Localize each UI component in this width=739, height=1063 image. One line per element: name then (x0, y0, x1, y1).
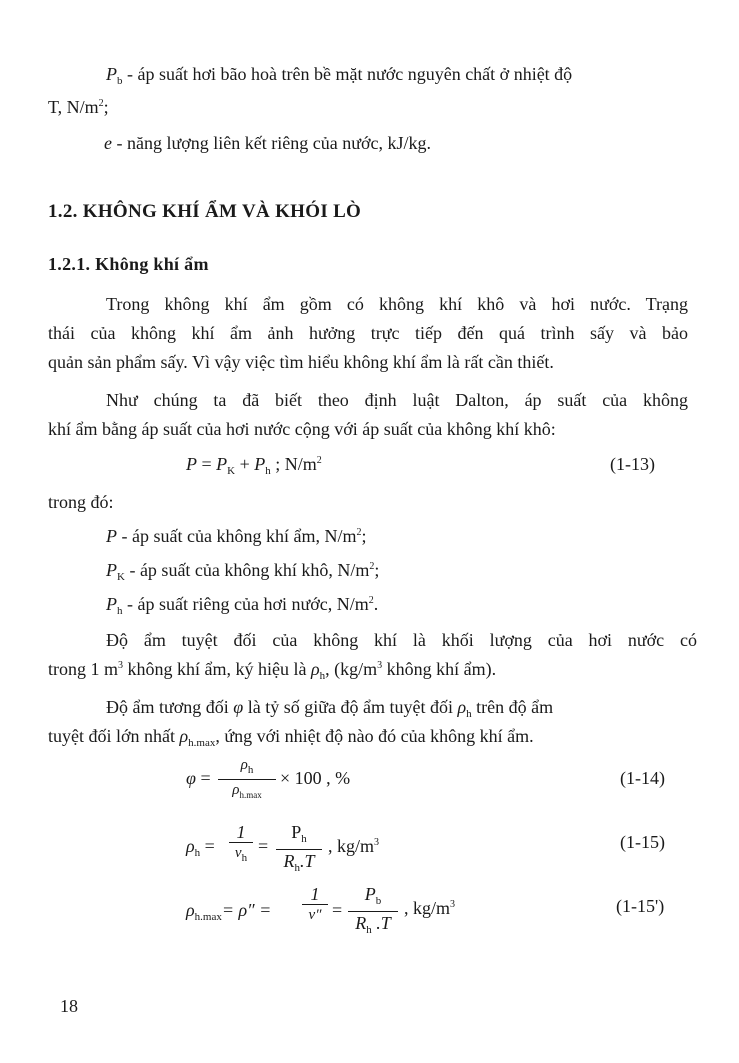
pb-subscript: b (117, 75, 123, 87)
eq13-unit-sup: 2 (316, 455, 322, 466)
paragraph-2-line-2: khí ẩm bằng áp suất của hơi nước cộng với áp suất của không khí khô: (48, 419, 556, 439)
def-ph-symbol: P (106, 594, 117, 614)
eq15p-unit-sup: 3 (450, 899, 456, 910)
equation-1-13 (186, 454, 322, 477)
equation-1-15-number: (1-15) (620, 832, 665, 852)
paragraph-1-line-2: thái của không khí ẩm ảnh hưởng trực tiếp đến quá trình sấy và bảo (48, 323, 688, 343)
def-p-symbol: P (106, 526, 117, 546)
pb-cont-text: T, N/m (48, 97, 99, 117)
eq15-f2-den-post: .T (299, 851, 315, 871)
eq14-den: ρ (232, 782, 240, 798)
def-ph-sub: h (117, 605, 123, 617)
eq15p-f1-num: 1 (310, 884, 320, 904)
rel-line1-mid: là tỷ số giữa độ ẩm tuyệt đối (243, 697, 458, 717)
eq15p-f2-den: R (355, 913, 367, 933)
eq15-f1-den: v (234, 845, 242, 861)
page-number: 18 (60, 996, 78, 1016)
abs-line2-mid: không khí ẩm, ký hiệu là (123, 659, 311, 679)
eq15p-fraction-1 (302, 884, 328, 925)
eq14-fraction (218, 757, 276, 805)
def-p-sup: 2 (356, 527, 362, 538)
eq15p-unit (404, 898, 455, 919)
def-ph-text: - áp suất riêng của hơi nước, N/m (122, 594, 369, 614)
eq15-f2-num-sub: h (301, 833, 307, 845)
equation-1-13-number: (1-13) (610, 454, 655, 474)
eq15-rho-sub: h (194, 847, 201, 859)
def-pb (106, 64, 572, 87)
eq15-f2-den-sub: h (294, 862, 300, 874)
eq14-num-sub: h (247, 764, 254, 776)
eq14-den-sub: h.max (239, 790, 262, 800)
rel-humidity-line-1 (106, 697, 553, 720)
e-text: - năng lượng liên kết riêng của nước, kJ/kg. (112, 133, 431, 153)
eq13-lhs: P (186, 454, 197, 474)
def-ph-sup: 2 (368, 595, 374, 606)
eq15-unit-sup: 3 (374, 837, 380, 848)
eq15-unit (328, 836, 379, 857)
eq13-pk-sub: K (227, 465, 236, 477)
eq15p-f2-num-sub: b (375, 895, 382, 907)
rel-line1-post: trên độ ẩm (471, 697, 554, 717)
abs-line2-mid2: , (kg/m (325, 659, 378, 679)
eq13-ph-sub: h (265, 465, 271, 477)
abs-line2-pre: trong 1 m (48, 659, 118, 679)
eq15-rho: ρ (186, 836, 195, 856)
def-pk-text: - áp suất của không khí khô, N/m (124, 560, 370, 580)
def-p-text: - áp suất của không khí ẩm, N/m (117, 526, 357, 546)
eq15-f1-num: 1 (236, 822, 246, 842)
rel-line2-post: , ứng với nhiệt độ nào đó của không khí ẩm. (215, 726, 534, 746)
paragraph-2-line-1: Như chúng ta đã biết theo định luật Dalton, áp suất của không (106, 390, 688, 410)
subsection-heading: 1.2.1. Không khí ẩm (48, 254, 209, 274)
def-p (106, 526, 366, 547)
eq15-equals-2: = (258, 836, 269, 856)
eq15p-f2-den-post: .T (371, 913, 391, 933)
def-pb-cont (48, 97, 109, 118)
eq14-rest: × 100 , % (280, 768, 351, 788)
eq14-phi: φ (186, 768, 196, 788)
rel-line1-rho: ρ (457, 697, 467, 717)
eq15-f2-den: R (283, 851, 295, 871)
rel-line2-rho-sub: h.max (188, 737, 216, 749)
eq15p-equals-2: = (332, 900, 343, 920)
eq13-unit: ; N/m (270, 454, 317, 474)
abs-line2-sup2: 3 (377, 660, 383, 671)
eq15p-unit-text: , kg/m (404, 898, 451, 918)
where-label: trong đó: (48, 492, 114, 512)
def-p-post: ; (361, 526, 367, 546)
eq13-plus: + (235, 454, 255, 474)
def-ph-post: . (373, 594, 379, 614)
abs-line2-rho: ρ (310, 659, 320, 679)
def-pk (106, 560, 379, 583)
eq15p-f2-den-sub: h (366, 924, 372, 936)
eq15p-f2-num: P (364, 884, 376, 904)
def-pk-sub: K (117, 571, 125, 583)
eq14-num: ρ (240, 757, 248, 773)
eq15p-rho: ρ (186, 900, 195, 920)
def-ph (106, 594, 378, 617)
rel-line2-rho: ρ (179, 726, 189, 746)
paragraph-1-line-3: quản sản phẩm sấy. Vì vậy việc tìm hiểu không khí ẩm là rất cần thiết. (48, 352, 554, 372)
def-pk-post: ; (374, 560, 380, 580)
def-pk-symbol: P (106, 560, 117, 580)
pb-text: - áp suất hơi bão hoà trên bề mặt nước nguyên chất ở nhiệt độ (122, 64, 573, 84)
eq13-pk: P (216, 454, 228, 474)
abs-humidity-line-2 (48, 659, 496, 682)
paragraph-1-line-1: Trong không khí ẩm gồm có không khí khô và hơi nước. Trạng (106, 294, 688, 314)
eq15-f2-num: P (291, 822, 302, 842)
equation-1-15-prime-number: (1-15') (616, 896, 665, 916)
eq15p-rho-sub: h.max (194, 911, 222, 923)
def-pk-sup: 2 (369, 561, 375, 572)
rel-line1-phi: φ (233, 697, 244, 717)
rel-line1-pre: Độ ẩm tương đối (106, 697, 234, 717)
equation-1-14-number: (1-14) (620, 768, 665, 788)
eq15p-equals-1: = ρ″ = (221, 900, 272, 920)
abs-line2-post: không khí ẩm). (382, 659, 497, 679)
eq13-equals: = (197, 454, 217, 474)
eq15-f1-den-sub: h (241, 852, 248, 864)
eq15p-f1-den: v″ (308, 907, 322, 923)
pb-cont-sup: 2 (98, 98, 104, 109)
def-e (104, 133, 431, 154)
eq13-ph: P (254, 454, 266, 474)
pb-symbol: P (106, 64, 117, 84)
rel-line1-rho-sub: h (466, 708, 472, 720)
eq15-fraction-1 (229, 822, 253, 868)
eq14-equals: = (195, 768, 211, 788)
pb-cont-post: ; (103, 97, 109, 117)
eq15-equals-1: = (200, 836, 215, 856)
abs-line2-rho-sub: h (319, 670, 326, 682)
rel-line2-pre: tuyệt đối lớn nhất (48, 726, 180, 746)
e-symbol: e (104, 133, 112, 153)
eq15-unit-text: , kg/m (328, 836, 375, 856)
section-heading: 1.2. KHÔNG KHÍ ẨM VÀ KHÓI LÒ (48, 201, 362, 222)
abs-line2-sup: 3 (118, 660, 123, 671)
abs-humidity-line-1: Độ ẩm tuyệt đối của không khí là khối lượng của hơi nước có (106, 630, 697, 650)
eq15p-fraction-2 (348, 884, 398, 941)
eq15-fraction-2 (276, 822, 322, 879)
rel-humidity-line-2 (48, 726, 534, 749)
